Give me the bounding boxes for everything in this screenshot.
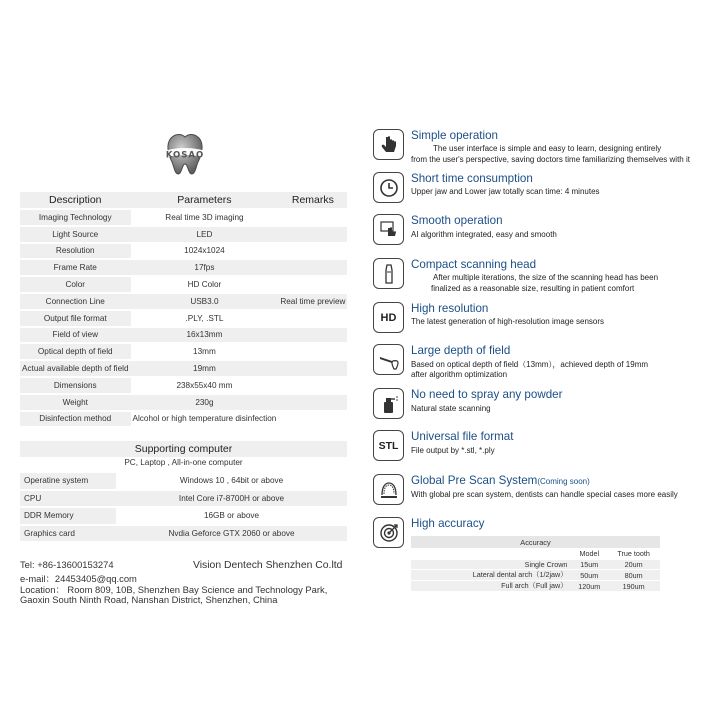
touch-hand-icon: [373, 214, 404, 245]
scanner-tooth-icon: [373, 344, 404, 375]
accuracy-cell: Full arch（Full jaw）: [411, 581, 571, 591]
computer-cell: Nvdia Geforce GTX 2060 or above: [116, 526, 347, 542]
hand-pointer-icon: [373, 129, 404, 160]
accuracy-cell: Lateral dental arch（1/2jaw）: [411, 570, 571, 580]
computer-row: [20, 473, 347, 489]
spec-cell: LED: [131, 227, 279, 242]
spec-cell: Connection Line: [20, 294, 131, 309]
feature-title: Simple operation: [411, 129, 499, 142]
feature-title: No need to spray any powder: [411, 388, 563, 401]
coming-soon-badge: (Coming soon): [537, 477, 590, 486]
accuracy-header-cell: True tooth: [617, 549, 650, 559]
computer-cell: Graphics card: [20, 526, 116, 542]
spec-row: [20, 244, 347, 259]
spec-row: [20, 294, 347, 309]
spec-cell: [278, 244, 347, 259]
accuracy-header-cell: [411, 549, 571, 559]
spec-cell: Light Source: [20, 227, 131, 242]
accuracy-title-row: [411, 536, 660, 548]
computer-row: [20, 508, 347, 524]
spec-row: [20, 395, 347, 410]
spec-cell: Optical depth of field: [20, 344, 131, 359]
feature-no-powder: [373, 388, 713, 428]
computer-cell: Intel Core i7-8700H or above: [116, 491, 347, 507]
spec-cell: 16x13mm: [131, 328, 279, 343]
stl-icon: STL: [373, 430, 404, 461]
spec-cell: [278, 378, 347, 393]
feature-desc: after algorithm optimization: [411, 370, 508, 379]
spec-header-cell: Parameters: [131, 192, 279, 208]
accuracy-row: [411, 560, 660, 570]
computer-cell: 16GB or above: [203, 511, 260, 521]
computer-cell: CPU: [20, 491, 116, 507]
tooth-icon: [157, 126, 213, 182]
spec-cell: Imaging Technology: [20, 210, 131, 225]
feature-title: Large depth of field: [411, 344, 511, 357]
feature-desc: AI algorithm integrated, easy and smooth: [411, 230, 557, 239]
accuracy-header-row: [411, 549, 660, 559]
accuracy-cell: 20um: [607, 560, 660, 570]
contact-location-line2: Gaoxin South Ninth Road, Nanshan District, Shenzhen, China: [20, 594, 278, 605]
spec-cell: .PLY, .STL: [185, 313, 224, 323]
company-name: Vision Dentech Shenzhen Co.ltd: [193, 560, 343, 571]
spec-cell: Frame Rate: [20, 260, 131, 275]
feature-compact-head: [373, 258, 713, 298]
contact-tel: Tel: +86-13600153274: [20, 559, 114, 570]
supporting-computer-title: Supporting computer: [20, 441, 347, 457]
feature-desc: After multiple iterations, the size of the scanning head has been: [433, 273, 659, 282]
spec-cell: USB3.0: [131, 294, 279, 309]
feature-smooth-operation: [373, 214, 713, 254]
spec-row: [20, 210, 347, 225]
spec-header-cell: Description: [20, 192, 131, 208]
feature-desc: The latest generation of high-resolution image sensors: [411, 317, 604, 326]
spec-table: [20, 190, 347, 428]
feature-file-format: [373, 430, 713, 470]
spec-cell: Color: [20, 277, 131, 292]
logo-text: KOSAO: [165, 150, 205, 161]
feature-desc: Upper jaw and Lower jaw totally scan time: 4 minutes: [411, 187, 600, 196]
feature-desc: from the user's perspective, saving doctors time familiarizing themselves with it: [411, 155, 690, 164]
accuracy-row: [411, 581, 660, 591]
accuracy-cell: 80um: [607, 570, 660, 580]
spec-cell: [278, 277, 347, 292]
spec-cell: Alcohol or high temperature disinfection: [132, 414, 277, 424]
spec-cell: 238x55x40 mm: [176, 380, 233, 390]
feature-title: [411, 474, 590, 487]
feature-title: Short time consumption: [411, 172, 533, 185]
accuracy-row: [411, 570, 660, 580]
accuracy-cell: 50um: [571, 570, 607, 580]
spec-row: [20, 361, 347, 376]
accuracy-cell: Single Crown: [411, 560, 571, 570]
feature-title: High resolution: [411, 302, 489, 315]
spec-cell: HD Color: [187, 280, 222, 290]
spec-cell: [278, 227, 347, 242]
spec-cell: Real time preview: [278, 294, 347, 309]
company-logo: [157, 126, 213, 182]
feature-pre-scan: [373, 474, 713, 514]
feature-desc: With global pre scan system, dentists can handle special cases more easily: [411, 490, 678, 499]
clock-icon: [373, 172, 404, 203]
spec-row: [20, 311, 347, 326]
feature-title: High accuracy: [411, 517, 485, 530]
feature-short-time: [373, 172, 713, 212]
spec-cell: [278, 210, 347, 225]
spec-header-row: [20, 192, 347, 208]
feature-high-resolution: [373, 302, 713, 342]
spec-cell: Output file format: [20, 311, 131, 326]
spec-cell: [278, 412, 347, 427]
accuracy-cell: 15um: [571, 560, 607, 570]
computer-row: [20, 491, 347, 507]
accuracy-header-cell: Model: [579, 549, 600, 559]
feature-title: Universal file format: [411, 430, 514, 443]
spec-cell: Disinfection method: [20, 412, 131, 427]
computer-cell: DDR Memory: [20, 508, 116, 524]
feature-desc: finalized as a reasonable size, resulting in patient comfort: [431, 284, 635, 293]
spec-cell: Weight: [20, 395, 131, 410]
feature-simple-operation: [373, 129, 713, 169]
supporting-computer-subtitle: PC, Laptop , All-in-one computer: [124, 458, 243, 467]
spec-row: [20, 412, 347, 427]
spec-cell: 230g: [131, 395, 279, 410]
accuracy-title: Accuracy: [411, 536, 660, 548]
accuracy-table: [411, 535, 660, 592]
feature-title-text: Global Pre Scan System: [411, 474, 538, 487]
spec-cell: 17fps: [131, 260, 279, 275]
computer-row: [20, 526, 347, 542]
spray-bottle-icon: [373, 388, 404, 419]
spec-header-cell: Remarks: [278, 192, 347, 208]
spec-cell: [278, 260, 347, 275]
spec-cell: [278, 344, 347, 359]
spec-row: [20, 378, 347, 393]
feature-title: Compact scanning head: [411, 258, 537, 271]
computer-requirements-table: [20, 471, 347, 543]
spec-row: [20, 227, 347, 242]
spec-cell: Resolution: [20, 244, 131, 259]
hd-icon: HD: [373, 302, 404, 333]
accuracy-cell: 190um: [607, 581, 660, 591]
spec-cell: [278, 395, 347, 410]
spec-row: [20, 344, 347, 359]
contact-location-line1: Location： Room 809, 10B, Shenzhen Bay Science and Technology Park,: [20, 584, 328, 595]
spec-cell: [278, 311, 347, 326]
spec-cell: Real time 3D imaging: [165, 212, 244, 222]
contact-email: e-mail：24453405@qq.com: [20, 573, 137, 584]
feature-desc: The user interface is simple and easy to learn, designing entirely: [433, 144, 662, 153]
spec-cell: 13mm: [193, 347, 216, 357]
spec-row: [20, 328, 347, 343]
feature-title: Smooth operation: [411, 214, 503, 227]
spec-cell: [278, 361, 347, 376]
feature-desc: File output by *.stl, *.ply: [411, 446, 495, 455]
feature-desc: Based on optical depth of field（13mm），achieved depth of 19mm: [411, 360, 649, 369]
computer-cell: Operatine system: [20, 473, 116, 489]
spec-cell: Field of view: [20, 328, 131, 343]
spec-cell: Dimensions: [20, 378, 131, 393]
spec-cell: Actual available depth of field: [20, 361, 131, 376]
spec-cell: 1024x1024: [184, 246, 225, 256]
jaw-scan-icon: [373, 474, 404, 505]
spec-row: [20, 260, 347, 275]
feature-desc: Natural state scanning: [411, 404, 491, 413]
spec-cell: [278, 328, 347, 343]
target-icon: [373, 517, 404, 548]
computer-cell: Windows 10 , 64bit or above: [179, 476, 284, 486]
accuracy-cell: 120um: [571, 581, 607, 591]
scanner-head-icon: [373, 258, 404, 289]
spec-cell: 19mm: [131, 361, 279, 376]
feature-depth-of-field: [373, 344, 713, 384]
spec-row: [20, 277, 347, 292]
